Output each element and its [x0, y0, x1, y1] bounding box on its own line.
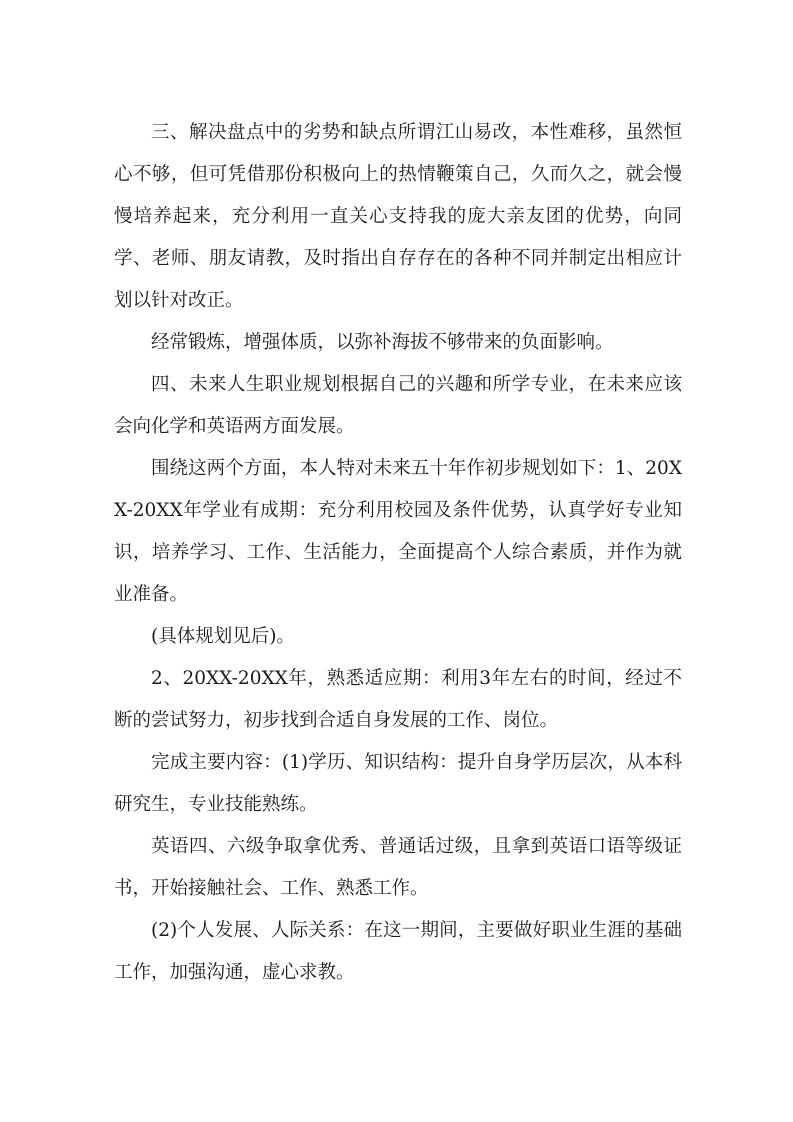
paragraph-plan-note: (具体规划见后)。 — [151, 626, 295, 647]
paragraph-weakness-improvement: 三、解决盘点中的劣势和缺点所谓江山易改，本性难移，虽然恒心不够，但可凭借那份积极向上的热情鞭策自己，久而久之，就会慢慢培养起来，充分利用一直关心支持我的庞大亲友团的优势，向同学、老师、朋友请教，及时指出自存存在的各种不同并制定出相应计划以针对改正。 — [114, 122, 682, 311]
paragraph-exercise: 经常锻炼，增强体质，以弥补海拔不够带来的负面影响。 — [151, 332, 614, 353]
paragraph-main-content: 完成主要内容：(1)学历、知识结构：提升自身学历层次，从本科研究生，专业技能熟练。 — [114, 752, 682, 815]
paragraph-career-plan: 四、未来人生职业规划根据自己的兴趣和所学专业，在未来应该会向化学和英语两方面发展。 — [114, 374, 682, 437]
paragraph-adaptation-period: 2、20XX-20XX年，熟悉适应期：利用3年左右的时间，经过不断的尝试努力，初步找到合适自身发展的工作、岗位。 — [114, 668, 682, 731]
paragraph-personal-development: (2)个人发展、人际关系：在这一期间，主要做好职业生涯的基础工作，加强沟通，虚心求教。 — [114, 920, 682, 983]
document-body — [114, 112, 682, 994]
paragraph-english-certificates: 英语四、六级争取拿优秀、普通话过级，且拿到英语口语等级证书，开始接触社会、工作、熟悉工作。 — [114, 836, 682, 899]
paragraph-fifty-year-plan: 围绕这两个方面，本人特对未来五十年作初步规划如下：1、20XX-20XX年学业有成期：充分利用校园及条件优势，认真学好专业知识，培养学习、工作、生活能力，全面提高个人综合素质，并作为就业准备。 — [114, 458, 682, 605]
